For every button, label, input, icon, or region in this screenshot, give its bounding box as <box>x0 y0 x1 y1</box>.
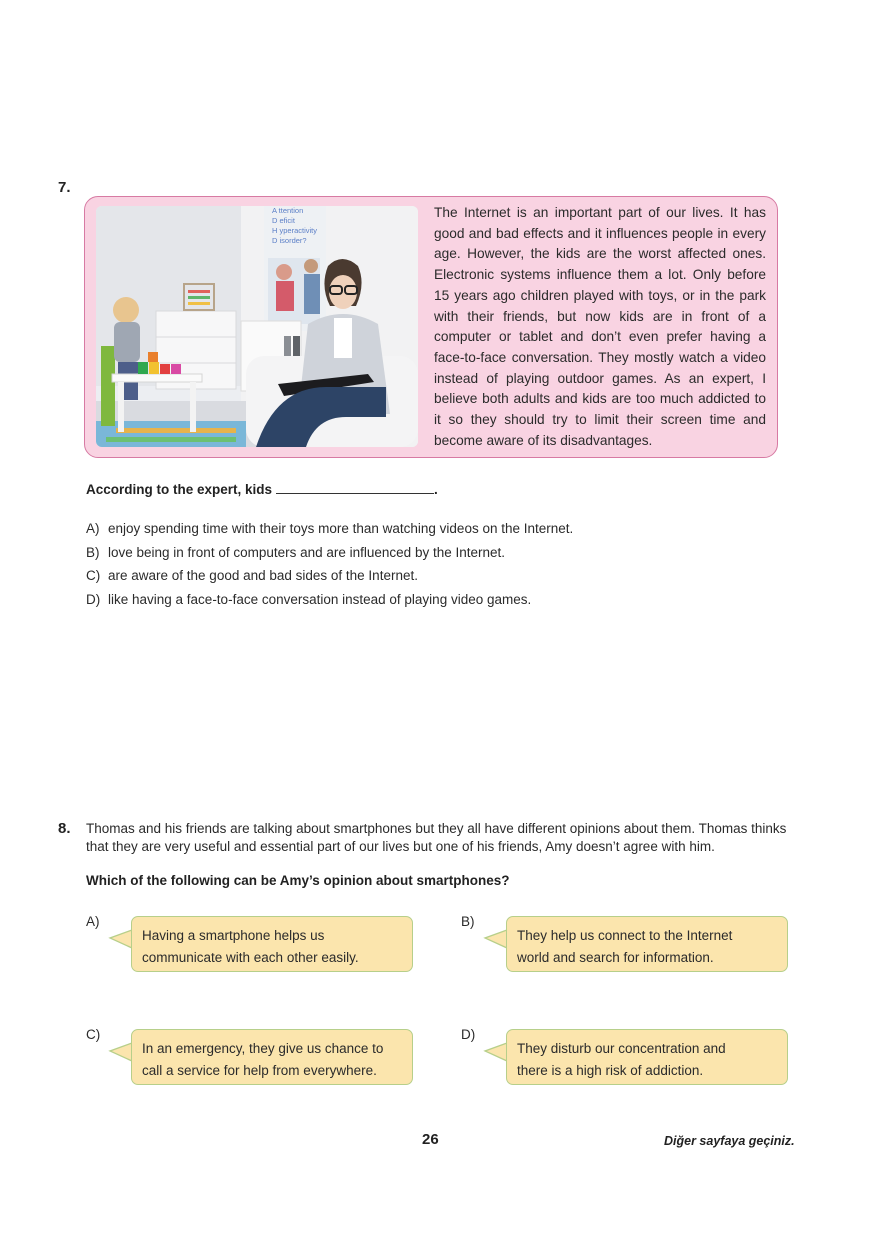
option-c[interactable] <box>86 564 573 588</box>
option-letter: D) <box>86 591 101 607</box>
bubble-line-1: They disturb our concentration and <box>517 1041 726 1056</box>
poster-line-3: H yperactivity <box>272 226 318 235</box>
bubble-option-c-letter: C) <box>86 1027 101 1042</box>
option-text: enjoy spending time with their toys more than watching videos on the Internet. <box>108 521 574 536</box>
bubble-line-2: world and search for information. <box>517 950 714 965</box>
speech-bubble-option-d[interactable] <box>506 1029 788 1085</box>
option-text: like having a face-to-face conversation instead of playing video games. <box>108 591 532 607</box>
option-letter: C) <box>86 568 101 584</box>
option-d[interactable] <box>86 588 573 612</box>
poster-line-2: D eficit <box>272 216 295 225</box>
speech-bubble-option-c[interactable] <box>131 1029 413 1085</box>
question-8-text: Thomas and his friends are talking about smartphones but they all have different opinions about them. Thomas thinks that they are very useful and essential part of our lives but one of his friends, Amy doesn’t agree with him. <box>86 821 787 854</box>
option-text: are aware of the good and bad sides of the Internet. <box>108 568 418 584</box>
bubble-line-1: They help us connect to the Internet <box>517 928 733 943</box>
bubble-option-d-letter: D) <box>461 1027 476 1042</box>
question-8-number: 8. <box>58 820 71 837</box>
option-text: love being in front of computers and are influenced by the Internet. <box>108 544 505 560</box>
question-7-passage: The Internet is an important part of our lives. It has good and bad effects and it influences people in every age. However, the kids are the worst affected ones. Electronic systems influence them a lot. Only before 15 years ago children played with toys, or in the park with their friends, but now kids are in front of a computer or tablet and don’t even prefer having a face-to-face conversation. They mostly watch a video instead of playing outdoor games. As an expert, I believe both adults and kids are too much addicted to it so they should try to limit their screen time and become aware of its disadvantages. <box>434 205 766 448</box>
bubble-line-2: communicate with each other easily. <box>142 950 359 965</box>
bubble-line-2: there is a high risk of addiction. <box>517 1063 704 1078</box>
question-7-stem-text: According to the expert, kids <box>86 482 273 497</box>
poster-line-1: A ttention <box>272 206 304 215</box>
answer-blank <box>276 483 434 494</box>
question-7-stem <box>86 482 438 497</box>
option-b[interactable] <box>86 541 573 565</box>
bubble-option-b-letter: B) <box>461 914 475 929</box>
bubble-line-1: In an emergency, they give us chance to <box>142 1041 384 1056</box>
bubble-line-1: Having a smartphone helps us <box>142 928 325 943</box>
photo-illustration <box>96 206 418 447</box>
next-page-note: Diğer sayfaya geçiniz. <box>664 1134 795 1148</box>
expert-classroom-photo <box>96 206 418 447</box>
speech-bubble-option-a[interactable] <box>131 916 413 972</box>
question-7-stem-end: . <box>434 482 438 497</box>
speech-bubble-option-b[interactable] <box>506 916 788 972</box>
bubble-option-a-letter: A) <box>86 914 100 929</box>
option-letter: B) <box>86 544 100 560</box>
question-7-options <box>86 517 573 611</box>
poster-line-4: D isorder? <box>272 236 307 245</box>
question-8-stem: Which of the following can be Amy’s opinion about smartphones? <box>86 873 510 888</box>
page-number: 26 <box>422 1131 439 1148</box>
option-letter: A) <box>86 521 100 536</box>
bubble-line-2: call a service for help from everywhere. <box>142 1063 377 1078</box>
option-a[interactable] <box>86 517 573 541</box>
question-7-number: 7. <box>58 179 71 196</box>
